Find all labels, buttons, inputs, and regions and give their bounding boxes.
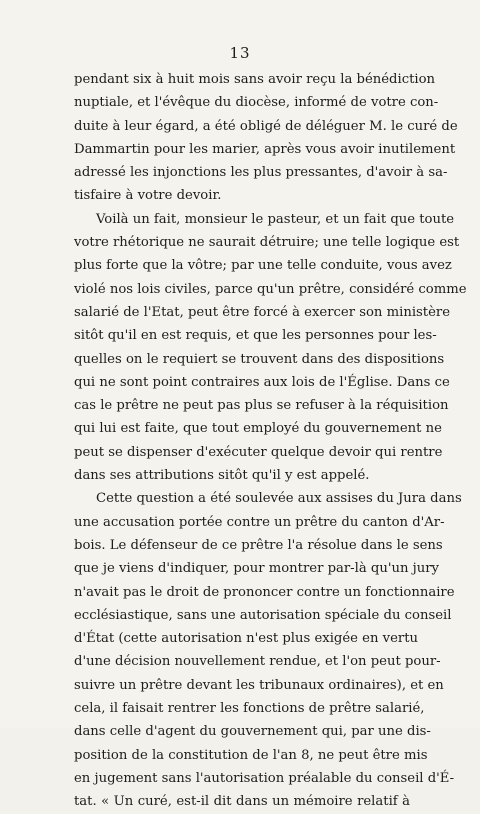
text-line: plus forte que la vôtre; par une telle conduite, vous avez: [74, 258, 452, 274]
text-line: Voilà un fait, monsieur le pasteur, et un fait que toute: [96, 211, 455, 227]
text-line: tisfaire à votre devoir.: [74, 188, 222, 204]
text-line: d'une décision nouvellement rendue, et l'on peut pour-: [74, 654, 441, 670]
text-line: bois. Le défenseur de ce prêtre l'a résolue dans le sens: [74, 537, 443, 553]
text-line: cela, il faisait rentrer les fonctions de prêtre salarié,: [74, 701, 425, 717]
text-line: Cette question a été soulevée aux assises du Jura dans: [96, 491, 462, 507]
text-line: que je viens d'indiquer, pour montrer par-là qu'un jury: [74, 561, 439, 577]
text-line: en jugement sans l'autorisation préalable du conseil d'É-: [74, 770, 455, 786]
text-line: tat. « Un curé, est-il dit dans un mémoire relatif à: [74, 794, 410, 810]
text-line: quelles on le requiert se trouvent dans des dispositions: [74, 351, 445, 367]
text-line: violé nos lois civiles, parce qu'un prêtre, considéré comme: [74, 281, 467, 297]
text-line: nuptiale, et l'évêque du diocèse, informé de votre con-: [74, 95, 439, 111]
text-line: une accusation portée contre un prêtre du canton d'Ar-: [74, 514, 445, 530]
text-line: qui ne sont point contraires aux lois de l'Église. Dans ce: [74, 374, 450, 390]
page-number: 13: [229, 44, 251, 62]
text-line: votre rhétorique ne saurait détruire; une telle logique est: [74, 235, 460, 251]
text-line: position de la constitution de l'an 8, ne peut être mis: [74, 747, 428, 763]
text-line: dans ses attributions sitôt qu'il y est appelé.: [74, 468, 370, 484]
text-line: salarié de l'Etat, peut être forcé à exercer son ministère: [74, 304, 451, 320]
text-line: pendant six à huit mois sans avoir reçu la bénédiction: [74, 72, 436, 87]
text-line: adressé les injonctions les plus pressantes, d'avoir à sa-: [74, 165, 448, 181]
text-line: sitôt qu'il en est requis, et que les personnes pour les-: [74, 328, 437, 344]
text-line: dans celle d'agent du gouvernement qui, par une dis-: [74, 724, 431, 740]
body-text: [74, 68, 467, 814]
text-line: d'État (cette autorisation n'est plus exigée en vertu: [74, 631, 419, 647]
text-line: suivre un prêtre devant les tribunaux ordinaires), et en: [74, 677, 444, 693]
text-line: cas le prêtre ne peut pas plus se refuser à la réquisition: [74, 398, 449, 414]
text-line: Dammartin pour les marier, après vous avoir inutilement: [74, 141, 456, 157]
text-line: ecclésiastique, sans une autorisation spéciale du conseil: [74, 607, 452, 623]
text-line: qui lui est faite, que tout employé du gouvernement ne: [74, 421, 442, 437]
text-line: duite à leur égard, a été obligé de déléguer M. le curé de: [74, 118, 458, 134]
text-line: n'avait pas le droit de prononcer contre un fonctionnaire: [74, 584, 455, 600]
text-line: peut se dispenser d'exécuter quelque devoir qui rentre: [74, 444, 443, 460]
